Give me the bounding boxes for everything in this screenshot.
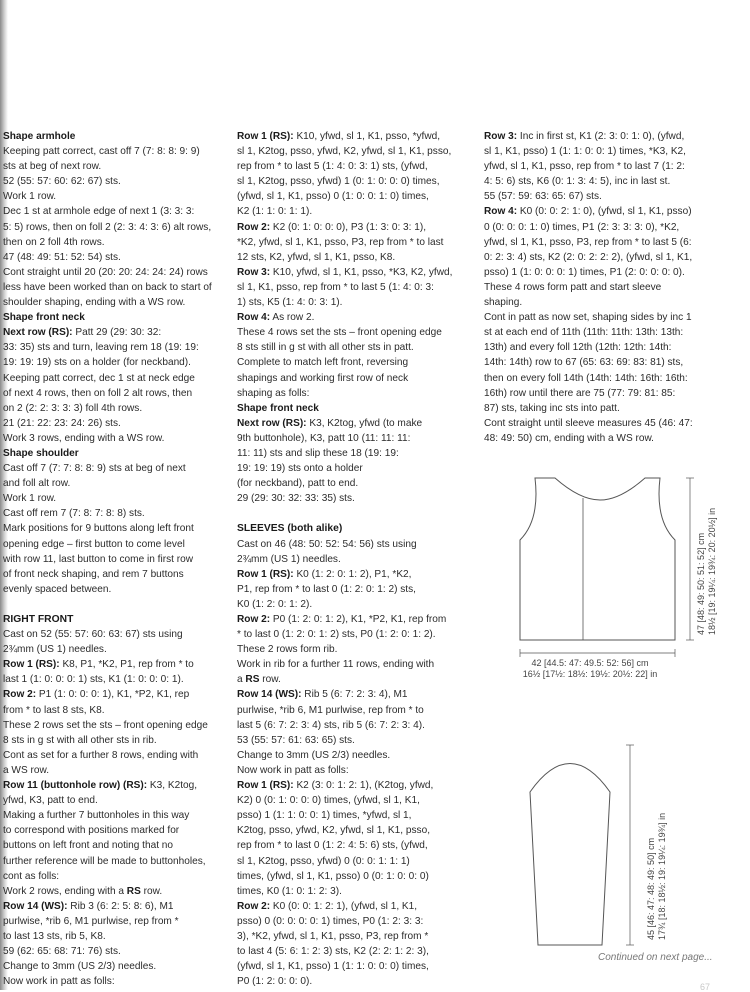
text-line: These 2 rows set the sts – front opening edge	[3, 719, 208, 731]
row-label: Row 3:	[484, 131, 518, 142]
text-line: yfwd, K3, patt to end.	[3, 795, 98, 807]
text-line: 19: 19: 19) sts on a holder (for neckband).	[3, 357, 191, 369]
text-line: shaping.	[484, 297, 523, 309]
text-line: Work in rib for a further 11 rows, ending with	[237, 659, 435, 671]
body-height-in: 18½ [19: 19¼: 19¾: 20: 20½] in	[707, 507, 717, 635]
row-2-line	[237, 220, 472, 235]
row-text: K2 (3: 0: 1: 2: 1), (K2tog, yfwd,	[293, 780, 434, 792]
text-line: Work 1 row.	[3, 191, 57, 203]
shape-armhole-heading: Shape armhole	[3, 131, 76, 142]
row-4-line	[484, 204, 716, 219]
text-line: to correspond with positions marked for	[3, 825, 180, 837]
row-label: Row 1 (RS):	[237, 780, 294, 792]
text-line: evenly spaced between.	[3, 583, 112, 595]
row-text: K0 (1: 2: 0: 1: 2), P1, *K2,	[293, 568, 412, 580]
text-line: Cont as set for a further 8 rows, ending with	[3, 749, 199, 761]
text-line: times, (yfwd, sl 1, K1, psso) 0 (0: 1: 0: 0: 0)	[237, 870, 429, 882]
text-line: purlwise, *rib 6, M1 purlwise, rep from * to	[237, 704, 424, 716]
text-line: 59 (62: 65: 68: 71: 76) sts.	[3, 946, 121, 958]
text-line: 4: 5: 6) sts, K6 (0: 1: 3: 4: 5), inc in last st.	[484, 176, 671, 188]
row-text: K3, K2tog, yfwd (to make	[306, 417, 423, 429]
body-height-label	[696, 485, 720, 635]
text-line: yfwd, sl 1, K1, psso, rep from * to last 7 (1: 2:	[484, 161, 685, 173]
row-label: Row 2:	[3, 689, 37, 701]
body-width-in: 16½ [17½: 18½: 19½: 20½: 22] in	[522, 669, 658, 679]
row-text: Work 2 rows, ending with a	[3, 885, 127, 897]
text-line: rep from * to last 5 (1: 4: 0: 3: 1) sts, (yfwd,	[237, 161, 428, 173]
sleeve-schematic	[520, 740, 700, 955]
row-text: row.	[259, 674, 281, 686]
body-height-cm: 47 [48: 49: 50: 51: 52] cm	[696, 532, 706, 635]
text-line: purlwise, *rib 6, M1 purlwise, rep from *	[3, 915, 179, 927]
text-line: (for neckband), patt to end.	[237, 478, 359, 490]
text-line: K2) 0 (0: 1: 0: 0: 0) times, (yfwd, sl 1, K1,	[237, 795, 420, 807]
row-text: P1 (1: 0: 0: 0: 1), K1, *P2, K1, rep	[36, 689, 190, 701]
text-line: rep from * to last 0 (1: 2: 4: 5: 6) sts, (yfwd,	[237, 840, 428, 852]
row-1-line	[3, 657, 227, 672]
text-line: 8 sts still in g st with all other sts in patt.	[237, 342, 414, 354]
text-line: Change to 3mm (US 2/3) needles.	[3, 961, 157, 973]
body-schematic	[500, 470, 720, 695]
text-line: 9th buttonhole), K3, patt 10 (11: 11: 11:	[237, 432, 411, 444]
text-line: then on 2 foll 4th rows.	[3, 236, 105, 248]
row-3-line	[484, 129, 716, 144]
text-line: 14th: 14th) row to 67 (65: 63: 69: 83: 81) sts,	[484, 357, 684, 369]
text-line: (yfwd, sl 1, K1, psso) 1 (1: 1: 0: 0: 0) times,	[237, 961, 429, 973]
text-line: Cont straight until 20 (20: 20: 24: 24: 24) rows	[3, 266, 208, 278]
text-line: Cast on 46 (48: 50: 52: 54: 56) sts using	[237, 538, 417, 550]
row-text: P0 (1: 2: 0: 1: 2), K1, *P2, K1, rep from	[270, 614, 447, 625]
row-text: a	[237, 674, 246, 686]
text-line: and foll alt row.	[3, 478, 71, 490]
text-line: 1) sts, K5 (1: 4: 0: 3: 1).	[237, 297, 343, 309]
text-line: psso) 1 (1: 1: 0: 0: 1) times, *yfwd, sl 1,	[237, 810, 412, 822]
row-2-line	[237, 612, 472, 627]
text-line: 0: 2: 3: 4) sts, K2 (2: 0: 2: 2: 2), (yfwd, sl 1, K1,	[484, 251, 693, 263]
row-1-line	[237, 567, 472, 582]
text-line: 13th) and every foll 12th (12th: 12th: 14th:	[484, 342, 672, 354]
text-line: Cont in patt as now set, shaping sides by inc 1	[484, 312, 692, 324]
text-line: 19: 19: 19) sts onto a holder	[237, 463, 363, 475]
text-line: less have been worked than on back to start of	[3, 281, 212, 293]
text-line: K0 (1: 2: 0: 1: 2).	[237, 598, 313, 610]
text-line: Dec 1 st at armhole edge of next 1 (3: 3: 3:	[3, 206, 195, 218]
text-line: P1, rep from * to last 0 (1: 2: 0: 1: 2) sts,	[237, 583, 416, 595]
row-2-line	[237, 899, 472, 914]
sleeves-heading: SLEEVES (both alike)	[237, 523, 343, 535]
row-label: Row 1 (RS):	[3, 659, 60, 671]
text-line: 11: 11) sts and slip these 18 (19: 19:	[237, 447, 399, 459]
row-1-line	[237, 129, 472, 144]
body-width-cm: 42 [44.5: 47: 49.5: 52: 56] cm	[531, 658, 649, 668]
column-middle	[237, 129, 472, 989]
text-line: K2tog, psso, yfwd, K2, yfwd, sl 1, K1, psso,	[237, 825, 430, 837]
text-line: of next 4 rows, then on foll 2 alt rows, then	[3, 387, 193, 399]
text-line: 5: 5) rows, then on foll 2 (2: 3: 4: 3: 6) alt rows,	[3, 221, 212, 233]
row-label: Row 14 (WS):	[237, 689, 302, 701]
text-line: last 5 (6: 7: 2: 3: 4) sts, rib 5 (6: 7: 2: 3: 4).	[237, 719, 425, 731]
row-14-line	[237, 687, 472, 702]
row-label: Row 4:	[484, 206, 518, 218]
text-line: sts at beg of next row.	[3, 161, 102, 173]
text-line: a WS row.	[3, 764, 49, 776]
text-line: Cast off rem 7 (7: 8: 7: 8: 8) sts.	[3, 508, 145, 520]
row-label: Row 14 (WS):	[3, 900, 68, 912]
text-line: of front neck shaping, and rem 7 buttons	[3, 568, 184, 580]
text-line: 33: 35) sts and turn, leaving rem 18 (19: 19:	[3, 342, 199, 354]
text-line: 29 (29: 30: 32: 33: 35) sts.	[237, 493, 355, 505]
row-label: Row 3:	[237, 266, 271, 278]
text-line: 47 (48: 49: 51: 52: 54) sts.	[3, 251, 121, 263]
text-line: times, K0 (1: 0: 1: 2: 3).	[237, 885, 342, 897]
text-line: 55 (57: 59: 63: 65: 67) sts.	[484, 191, 602, 203]
text-line: further reference will be made to buttonholes,	[3, 855, 206, 867]
row-text: K3, K2tog,	[147, 780, 198, 792]
row-text: As row 2.	[270, 312, 315, 324]
sleeve-length-in: 17¾ [18: 18½: 19: 19¼: 19¾] in	[657, 812, 667, 940]
text-line: Work 1 row.	[3, 493, 57, 505]
shape-front-neck-heading: Shape front neck	[237, 402, 319, 414]
text-line: sl 1, K2tog, psso, yfwd) 0 (0: 0: 1: 1: 1)	[237, 855, 410, 867]
next-row-line	[3, 325, 227, 340]
text-line: cont as folls:	[3, 870, 60, 882]
rs-label: RS	[126, 885, 141, 897]
text-line: 8 sts in g st with all other sts in rib.	[3, 734, 157, 746]
row-label: Row 1 (RS):	[237, 568, 294, 580]
text-line: 53 (55: 57: 61: 63: 65) sts.	[237, 734, 355, 746]
text-line: sl 1, K2tog, psso, yfwd, K2, yfwd, sl 1, K1, psso,	[237, 146, 452, 158]
row-label: Next row (RS):	[3, 327, 73, 339]
row-text: Inc in first st, K1 (2: 3: 0: 1: 0), (yfwd,	[517, 131, 685, 142]
body-outline-path	[520, 478, 675, 640]
text-line: Cast on 52 (55: 57: 60: 63: 67) sts using	[3, 629, 183, 641]
text-line: with row 11, last button to come in first row	[3, 553, 193, 565]
text-line: to last 13 sts, rib 5, K8.	[3, 930, 106, 942]
continued-note: Continued on next page...	[598, 952, 713, 963]
text-line: sl 1, K1, psso) 1 (1: 1: 0: 0: 1) times, *K3, K2,	[484, 146, 686, 158]
text-line: 21 (21: 22: 23: 24: 26) sts.	[3, 417, 121, 429]
sleeve-length-label	[646, 740, 670, 940]
text-line: from * to last 8 sts, K8.	[3, 704, 105, 716]
text-line: Change to 3mm (US 2/3) needles.	[237, 749, 391, 761]
row-14-line	[3, 899, 227, 914]
sleeve-outline-path	[530, 764, 610, 946]
text-line: Cont straight until sleeve measures 45 (46: 47:	[484, 417, 693, 429]
row-label: Row 4:	[237, 312, 271, 324]
sleeve-outline	[520, 740, 700, 955]
text-line: These 4 rows form patt and start sleeve	[484, 281, 662, 293]
shape-shoulder-heading: Shape shoulder	[3, 447, 79, 459]
row-text: K0 (0: 0: 2: 1: 0), (yfwd, sl 1, K1, psso)	[517, 206, 692, 218]
text-line: Making a further 7 buttonholes in this way	[3, 810, 190, 822]
right-front-heading: RIGHT FRONT	[3, 614, 74, 625]
text-line: 2¾mm (US 1) needles.	[237, 553, 341, 565]
row-1-line	[237, 778, 472, 793]
row-4-line	[237, 310, 472, 325]
a-rs-row-line	[237, 672, 472, 687]
text-line: opening edge – first button to come level	[3, 538, 185, 550]
text-line: to last 4 (5: 6: 1: 2: 3) sts, K2 (2: 2: 1: 2: 3),	[237, 946, 429, 958]
body-width-label	[500, 658, 720, 680]
text-line: Now work in patt as folls:	[237, 764, 349, 776]
text-line: K2 (1: 1: 0: 1: 1).	[237, 206, 313, 218]
text-line: shoulder shaping, ending with a WS row.	[3, 297, 186, 309]
row-label: Row 2:	[237, 614, 271, 625]
row-label: Row 2:	[237, 221, 271, 233]
text-line: Keeping patt correct, cast off 7 (7: 8: 8: 9: 9)	[3, 146, 200, 158]
text-line: Keeping patt correct, dec 1 st at neck edge	[3, 372, 195, 384]
text-line: *K2, yfwd, sl 1, K1, psso, P3, rep from * to last	[237, 236, 444, 248]
text-line: 2¾mm (US 1) needles.	[3, 644, 107, 656]
text-line: 48: 49: 50) cm, ending with a WS row.	[484, 432, 654, 444]
row-text: K8, P1, *K2, P1, rep from * to	[59, 659, 194, 671]
row-text: K10, yfwd, sl 1, K1, psso, *yfwd,	[293, 131, 441, 142]
row-text: Rib 3 (6: 2: 5: 8: 6), M1	[67, 900, 174, 912]
text-line: 87) sts, taking inc sts into patt.	[484, 402, 620, 414]
text-line: * to last 0 (1: 2: 0: 1: 2) sts, P0 (1: 2: 0: 1: 2).	[237, 629, 436, 641]
column-right	[484, 129, 716, 446]
page-number: 67	[700, 982, 711, 992]
text-line: 12 sts, K2, yfwd, sl 1, K1, psso, K8.	[237, 251, 396, 263]
text-line: Mark positions for 9 buttons along left front	[3, 523, 194, 535]
text-line: on 2 (2: 2: 3: 3: 3) foll 4th rows.	[3, 402, 143, 414]
row-text: K0 (0: 0: 1: 2: 1), (yfwd, sl 1, K1,	[270, 900, 418, 912]
next-row-line	[237, 416, 472, 431]
text-line: 3), *K2, yfwd, sl 1, K1, psso, P3, rep from *	[237, 930, 429, 942]
text-line: buttons on left front and noting that no	[3, 840, 174, 852]
row-2-line	[3, 687, 227, 702]
text-line: (yfwd, sl 1, K1, psso) 0 (1: 0: 0: 1: 0) times,	[237, 191, 429, 203]
text-line: sl 1, K1, psso, rep from * to last 5 (1: 4: 0: 3:	[237, 281, 434, 293]
text-line: st at each end of 11th (11th: 11th: 13th: 13th:	[484, 327, 684, 339]
text-line: 16th) row until there are 75 (77: 79: 81: 85:	[484, 387, 676, 399]
row-text: Patt 29 (29: 30: 32:	[72, 327, 162, 339]
row-label: Row 11 (buttonhole row) (RS):	[3, 780, 148, 792]
text-line: Complete to match left front, reversing	[237, 357, 409, 369]
work-2-rows-line	[3, 884, 227, 899]
column-left	[3, 129, 227, 989]
text-line: shaping as folls:	[237, 387, 310, 399]
text-line: shapings and working first row of neck	[237, 372, 409, 384]
row-text: row.	[140, 885, 163, 897]
sleeve-length-cm: 45 [46: 47: 48: 49: 50] cm	[646, 837, 656, 940]
text-line: P0 (1: 2: 0: 0: 0).	[237, 976, 313, 988]
rs-label: RS	[245, 674, 260, 686]
text-line: 0 (0: 0: 0: 1: 0) times, P1 (2: 3: 3: 3: 0), *K2,	[484, 221, 680, 233]
text-line: Now work in patt as folls:	[3, 976, 115, 988]
text-line: then on every foll 14th (14th: 14th: 16th: 16th:	[484, 372, 688, 384]
text-line: Cast off 7 (7: 7: 8: 8: 9) sts at beg of next	[3, 463, 186, 475]
shape-armhole-text	[3, 144, 227, 310]
text-line: These 2 rows form rib.	[237, 644, 338, 656]
text-line: psso) 0 (0: 0: 0: 0: 1) times, P0 (1: 2: 3: 3:	[237, 915, 424, 927]
row-label: Row 1 (RS):	[237, 131, 294, 142]
row-label: Next row (RS):	[237, 417, 307, 429]
text-line: 52 (55: 57: 60: 62: 67) sts.	[3, 176, 121, 188]
row-3-line	[237, 265, 472, 280]
text-line: yfwd, sl 1, K1, psso, P3, rep from * to last 5 (6:	[484, 236, 692, 248]
text-line: sl 1, K2tog, psso, yfwd) 1 (0: 1: 0: 0: 0) times,	[237, 176, 440, 188]
row-text: Rib 5 (6: 7: 2: 3: 4), M1	[301, 689, 408, 701]
row-text: K10, yfwd, sl 1, K1, psso, *K3, K2, yfwd,	[270, 266, 453, 278]
text-line: psso) 1 (1: 0: 0: 0: 1) times, P1 (2: 0: 0: 0: 0).	[484, 266, 685, 278]
row-11-line	[3, 778, 227, 793]
text-line: last 1 (1: 0: 0: 0: 1) sts, K1 (1: 0: 0: 0: 1).	[3, 674, 184, 686]
text-line: Work 3 rows, ending with a WS row.	[3, 432, 165, 444]
row-text: K2 (0: 1: 0: 0: 0), P3 (1: 3: 0: 3: 1),	[270, 221, 427, 233]
row-label: Row 2:	[237, 900, 271, 912]
text-line: These 4 rows set the sts – front opening edge	[237, 327, 442, 339]
shape-front-neck-heading: Shape front neck	[3, 312, 85, 324]
